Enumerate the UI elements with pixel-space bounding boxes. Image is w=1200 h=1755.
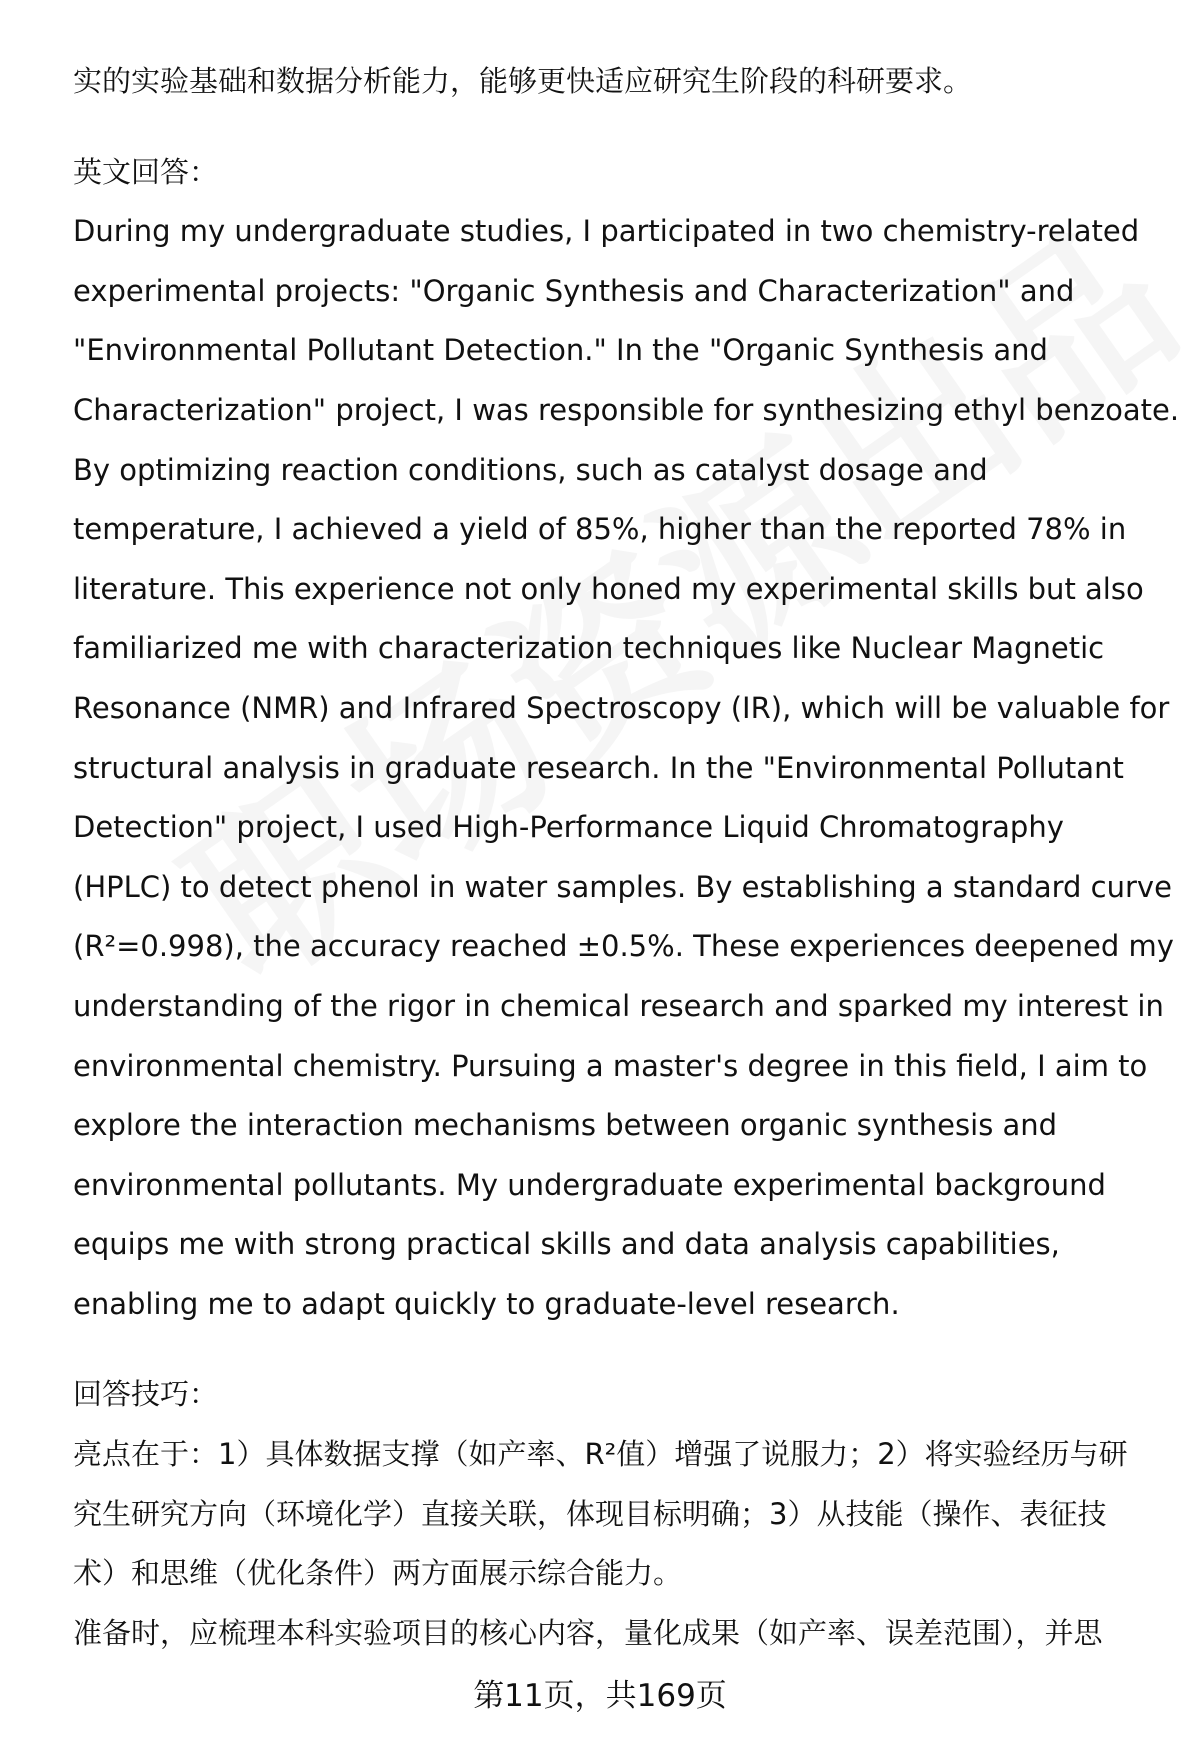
text-line: explore the interaction mechanisms between organic synthesis and [73, 1108, 1058, 1143]
text-line: By optimizing reaction conditions, such as catalyst dosage and [73, 452, 988, 487]
page-content [73, 52, 1180, 1663]
text-line: literature. This experience not only honed my experimental skills but also [73, 571, 1144, 606]
page-number-footer: 第11页，共169页 [473, 1678, 727, 1714]
text-line: equips me with strong practical skills and data analysis capabilities, [73, 1227, 1060, 1262]
paragraph-gap [73, 112, 1153, 143]
section-heading: 回答技巧： [73, 1377, 219, 1412]
text-line: "Environmental Pollutant Detection." In the "Organic Synthesis and [73, 333, 1048, 368]
text-line: (HPLC) to detect phenol in water samples. By establishing a standard curve [73, 869, 1172, 904]
text-line: 亮点在于：1）具体数据支撑（如产率、R²值）增强了说服力；2）将实验经历与研 [73, 1437, 1128, 1472]
text-line: Characterization" project, I was responsible for synthesizing ethyl benzoate. [73, 392, 1180, 427]
text-line: (R²=0.998), the accuracy reached ±0.5%. These experiences deepened my [73, 929, 1174, 964]
text-line: temperature, I achieved a yield of 85%, higher than the reported 78% in [73, 512, 1127, 547]
text-line: environmental pollutants. My undergraduate experimental background [73, 1167, 1106, 1202]
chinese-answer-tail [73, 52, 1153, 112]
text-line: enabling me to adapt quickly to graduate-level research. [73, 1286, 900, 1321]
section-heading: 英文回答： [73, 154, 219, 189]
english-answer-section [73, 143, 1180, 1335]
text-line: Resonance (NMR) and Infrared Spectroscopy (IR), which will be valuable for [73, 690, 1170, 725]
text-line: 究生研究方向（环境化学）直接关联，体现目标明确；3）从技能（操作、表征技 [73, 1496, 1107, 1531]
answer-tips-section [73, 1365, 1153, 1663]
text-line: 实的实验基础和数据分析能力，能够更快适应研究生阶段的科研要求。 [73, 64, 973, 98]
text-line: environmental chemistry. Pursuing a master's degree in this field, I aim to [73, 1048, 1148, 1083]
text-line: structural analysis in graduate research. In the "Environmental Pollutant [73, 750, 1124, 785]
text-line: 术）和思维（优化条件）两方面展示综合能力。 [73, 1556, 683, 1591]
text-line: familiarized me with characterization techniques like Nuclear Magnetic [73, 631, 1105, 666]
text-line: 准备时，应梳理本科实验项目的核心内容，量化成果（如产率、误差范围），并思 [73, 1615, 1103, 1650]
paragraph-gap [73, 1334, 1153, 1365]
text-line: experimental projects: "Organic Synthesis and Characterization" and [73, 273, 1075, 308]
text-line: understanding of the rigor in chemical research and sparked my interest in [73, 988, 1164, 1023]
text-line: Detection" project, I used High-Performance Liquid Chromatography [73, 810, 1064, 845]
text-line: During my undergraduate studies, I participated in two chemistry-related [73, 214, 1140, 249]
